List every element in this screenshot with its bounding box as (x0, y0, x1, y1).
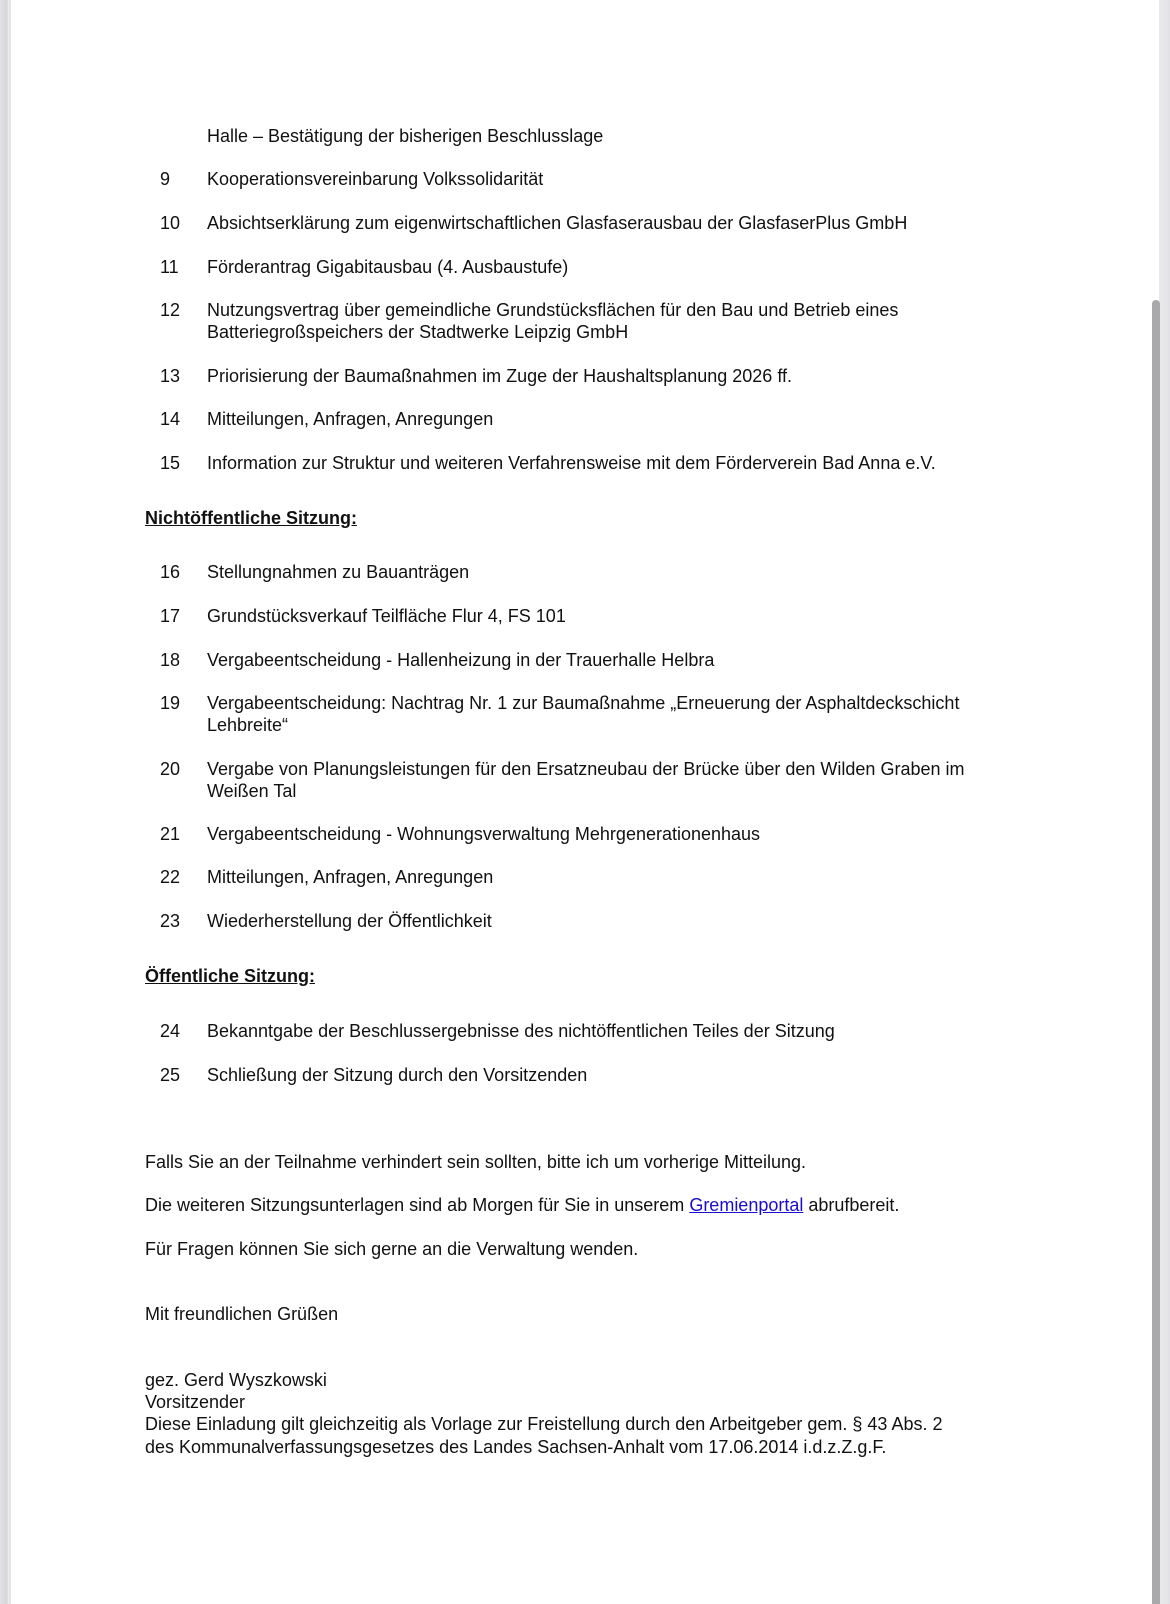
agenda-item-text: Wiederherstellung der Öffentlichkeit (207, 911, 492, 931)
documents-note (145, 1194, 1045, 1216)
greeting: Mit freundlichen Grüßen (145, 1304, 339, 1324)
agenda-item-text: Stellungnahmen zu Bauanträgen (207, 562, 470, 582)
agenda-item-number: 17 (160, 606, 181, 626)
agenda-item-text: Halle – Bestätigung der bisherigen Beschlusslage (207, 126, 604, 146)
agenda-item-number: 14 (160, 409, 181, 429)
agenda-item-number: 10 (160, 213, 181, 233)
agenda-item-text: Priorisierung der Baumaßnahmen im Zuge der Haushaltsplanung 2026 ff. (207, 366, 792, 386)
section-heading-nonpublic: Nichtöffentliche Sitzung: (145, 508, 357, 528)
agenda-item-text: Information zur Struktur und weiteren Verfahrensweise mit dem Förderverein Bad Anna e.V. (207, 453, 936, 473)
scrollbar-thumb[interactable] (1152, 300, 1160, 1604)
agenda-item-text: Bekanntgabe der Beschlussergebnisse des nichtöffentlichen Teiles der Sitzung (207, 1021, 835, 1041)
window-left-edge (0, 0, 9, 1604)
agenda-item-text-line2: Lehbreite“ (207, 715, 289, 735)
agenda-item-text: Kooperationsvereinbarung Volkssolidarität (207, 169, 544, 189)
agenda-item-number: 11 (160, 257, 179, 277)
agenda-item-text: Mitteilungen, Anfragen, Anregungen (207, 867, 494, 887)
agenda-item-number: 25 (160, 1065, 181, 1085)
agenda-item-number: 22 (160, 867, 181, 887)
documents-note-prefix: Die weiteren Sitzungsunterlagen sind ab Morgen für Sie in unserem (145, 1195, 690, 1215)
document-page (11, 0, 1159, 1604)
agenda-item-text: Absichtserklärung zum eigenwirtschaftlichen Glasfaserausbau der GlasfaserPlus GmbH (207, 213, 908, 233)
legal-note-line1: Diese Einladung gilt gleichzeitig als Vorlage zur Freistellung durch den Arbeitgeber gem. § 43 Abs. 2 (145, 1414, 943, 1434)
signature: gez. Gerd Wyszkowski (145, 1370, 327, 1390)
agenda-item-number: 24 (160, 1021, 181, 1041)
agenda-item-text: Vergabeentscheidung - Wohnungsverwaltung Mehrgenerationenhaus (207, 824, 761, 844)
documents-note-suffix: abrufbereit. (803, 1195, 900, 1215)
section-heading-public: Öffentliche Sitzung: (145, 966, 315, 986)
absence-note: Falls Sie an der Teilnahme verhindert sein sollten, bitte ich um vorherige Mitteilung. (145, 1152, 806, 1172)
agenda-item-number: 21 (160, 824, 181, 844)
agenda-item-number: 16 (160, 562, 181, 582)
agenda-item-number: 9 (160, 169, 171, 189)
agenda-item-text: Vergabeentscheidung: Nachtrag Nr. 1 zur Baumaßnahme „Erneuerung der Asphaltdeckschicht (207, 693, 960, 713)
window-right-edge (1159, 0, 1170, 1604)
agenda-item-text: Schließung der Sitzung durch den Vorsitzenden (207, 1065, 588, 1085)
agenda-item-text-line2: Batteriegroßspeichers der Stadtwerke Leipzig GmbH (207, 322, 629, 342)
agenda-item-text: Grundstücksverkauf Teilfläche Flur 4, FS 101 (207, 606, 566, 626)
agenda-item-number: 23 (160, 911, 181, 931)
agenda-item-number: 13 (160, 366, 181, 386)
agenda-item-text: Förderantrag Gigabitausbau (4. Ausbaustufe) (207, 257, 569, 277)
agenda-item-text: Nutzungsvertrag über gemeindliche Grundstücksflächen für den Bau und Betrieb eines (207, 300, 899, 320)
agenda-item-number: 20 (160, 759, 181, 779)
signature-role: Vorsitzender (145, 1392, 246, 1412)
legal-note-line2: des Kommunalverfassungsgesetzes des Landes Sachsen-Anhalt vom 17.06.2014 i.d.z.Z.g.F. (145, 1437, 887, 1457)
agenda-item-number: 15 (160, 453, 181, 473)
gremienportal-link[interactable]: Gremienportal (689, 1195, 804, 1215)
agenda-item-text: Vergabeentscheidung - Hallenheizung in der Trauerhalle Helbra (207, 650, 715, 670)
agenda-item-text: Mitteilungen, Anfragen, Anregungen (207, 409, 494, 429)
questions-note: Für Fragen können Sie sich gerne an die Verwaltung wenden. (145, 1239, 639, 1259)
agenda-item-number: 18 (160, 650, 181, 670)
agenda-item-number: 12 (160, 300, 181, 320)
agenda-item-number: 19 (160, 693, 181, 713)
agenda-item-text: Vergabe von Planungsleistungen für den Ersatzneubau der Brücke über den Wilden Graben im (207, 759, 965, 779)
agenda-item-text-line2: Weißen Tal (207, 781, 297, 801)
